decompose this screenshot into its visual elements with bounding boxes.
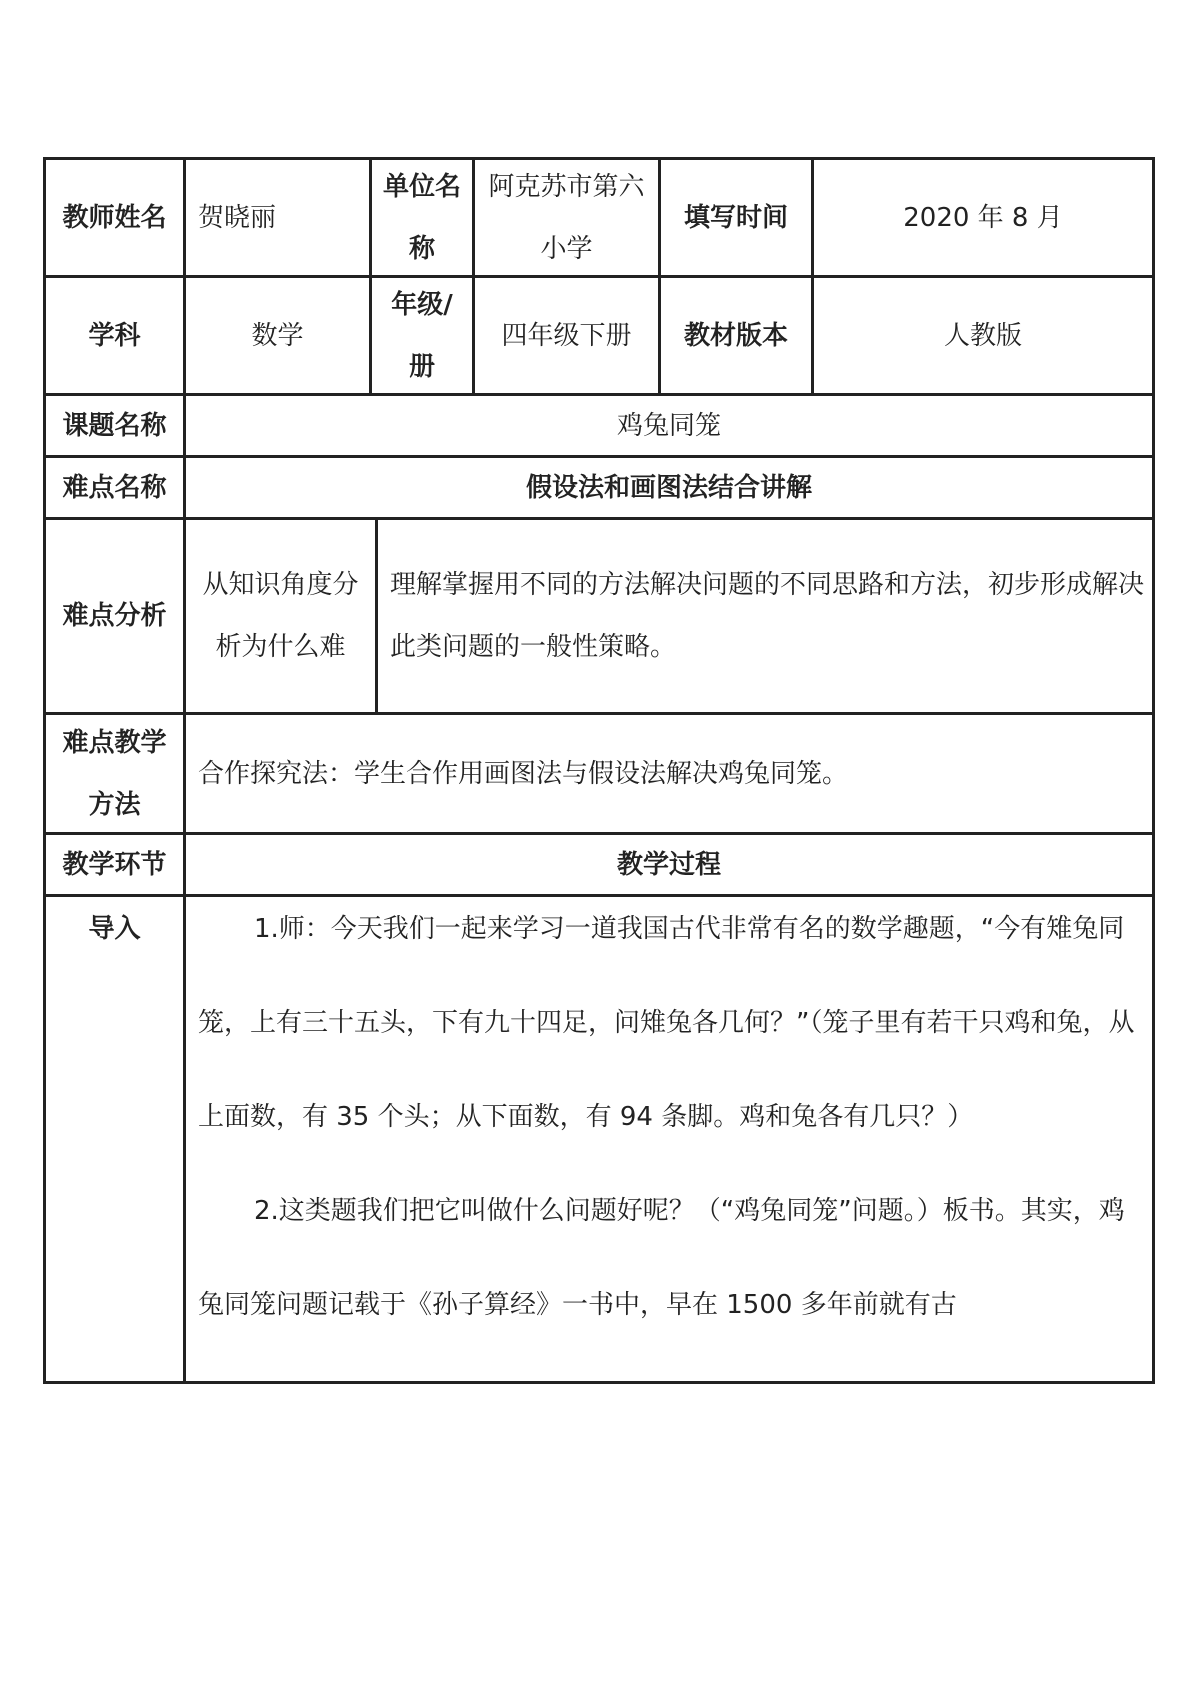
- topic-value: 鸡兔同笼: [183, 396, 1152, 455]
- difficulty-value: 假设法和画图法结合讲解: [183, 458, 1152, 517]
- date-label: 填写时间: [658, 160, 811, 275]
- analysis-label: 难点分析: [62, 601, 167, 631]
- intro-paragraph-1: 1.师：今天我们一起来学习一道我国古代非常有名的数学趣题，“今有雉兔同笼，上有三十五头，下有九十四足，问雉兔各几何？”（笼子里有若干只鸡和兔，从上面数，有 35 个头；从下面数，有 94 条脚。鸡和兔各有几只？）: [198, 914, 1135, 1132]
- grade-label: 年级/册: [369, 278, 472, 393]
- teacher-value: 贺晓丽: [183, 160, 369, 275]
- row-analysis: [43, 517, 1155, 712]
- row-subject: [43, 275, 1155, 393]
- date-value: 2020 年 8 月: [811, 160, 1152, 275]
- unit-value: 阿克苏市第六小学: [472, 160, 658, 275]
- method-value: 合作探究法：学生合作用画图法与假设法解决鸡兔同笼。: [183, 715, 1152, 832]
- analysis-sub-label: 从知识角度分析为什么难: [183, 520, 375, 712]
- method-label: 难点教学方法: [62, 727, 167, 820]
- subject-value: 数学: [183, 278, 369, 393]
- lesson-plan-table: [43, 157, 1155, 1384]
- intro-paragraph-2: 2.这类题我们把它叫做什么问题好呢？（“鸡兔同笼”问题。）板书。其实，鸡兔同笼问题记载于《孙子算经》一书中，早在 1500 多年前就有古: [198, 1196, 1125, 1320]
- analysis-value: 理解掌握用不同的方法解决问题的不同思路和方法，初步形成解决此类问题的一般性策略。: [375, 520, 1152, 712]
- grade-value: 四年级下册: [472, 278, 658, 393]
- edition-label: 教材版本: [658, 278, 811, 393]
- intro-label: 导入: [88, 914, 141, 944]
- row-method: [43, 712, 1155, 832]
- row-topic: [43, 393, 1155, 455]
- edition-value: 人教版: [811, 278, 1152, 393]
- process-label: 教学过程: [183, 835, 1152, 894]
- teacher-label: 教师姓名: [62, 202, 167, 233]
- row-difficulty: [43, 455, 1155, 517]
- row-stage-header: [43, 832, 1155, 894]
- unit-label: 单位名称: [369, 160, 472, 275]
- row-intro: [43, 894, 1155, 1384]
- topic-label: 课题名称: [62, 410, 167, 441]
- intro-content: [183, 897, 1152, 1381]
- subject-label: 学科: [88, 320, 141, 351]
- stage-label: 教学环节: [62, 849, 167, 880]
- row-teacher: [43, 157, 1155, 275]
- difficulty-label: 难点名称: [62, 472, 167, 503]
